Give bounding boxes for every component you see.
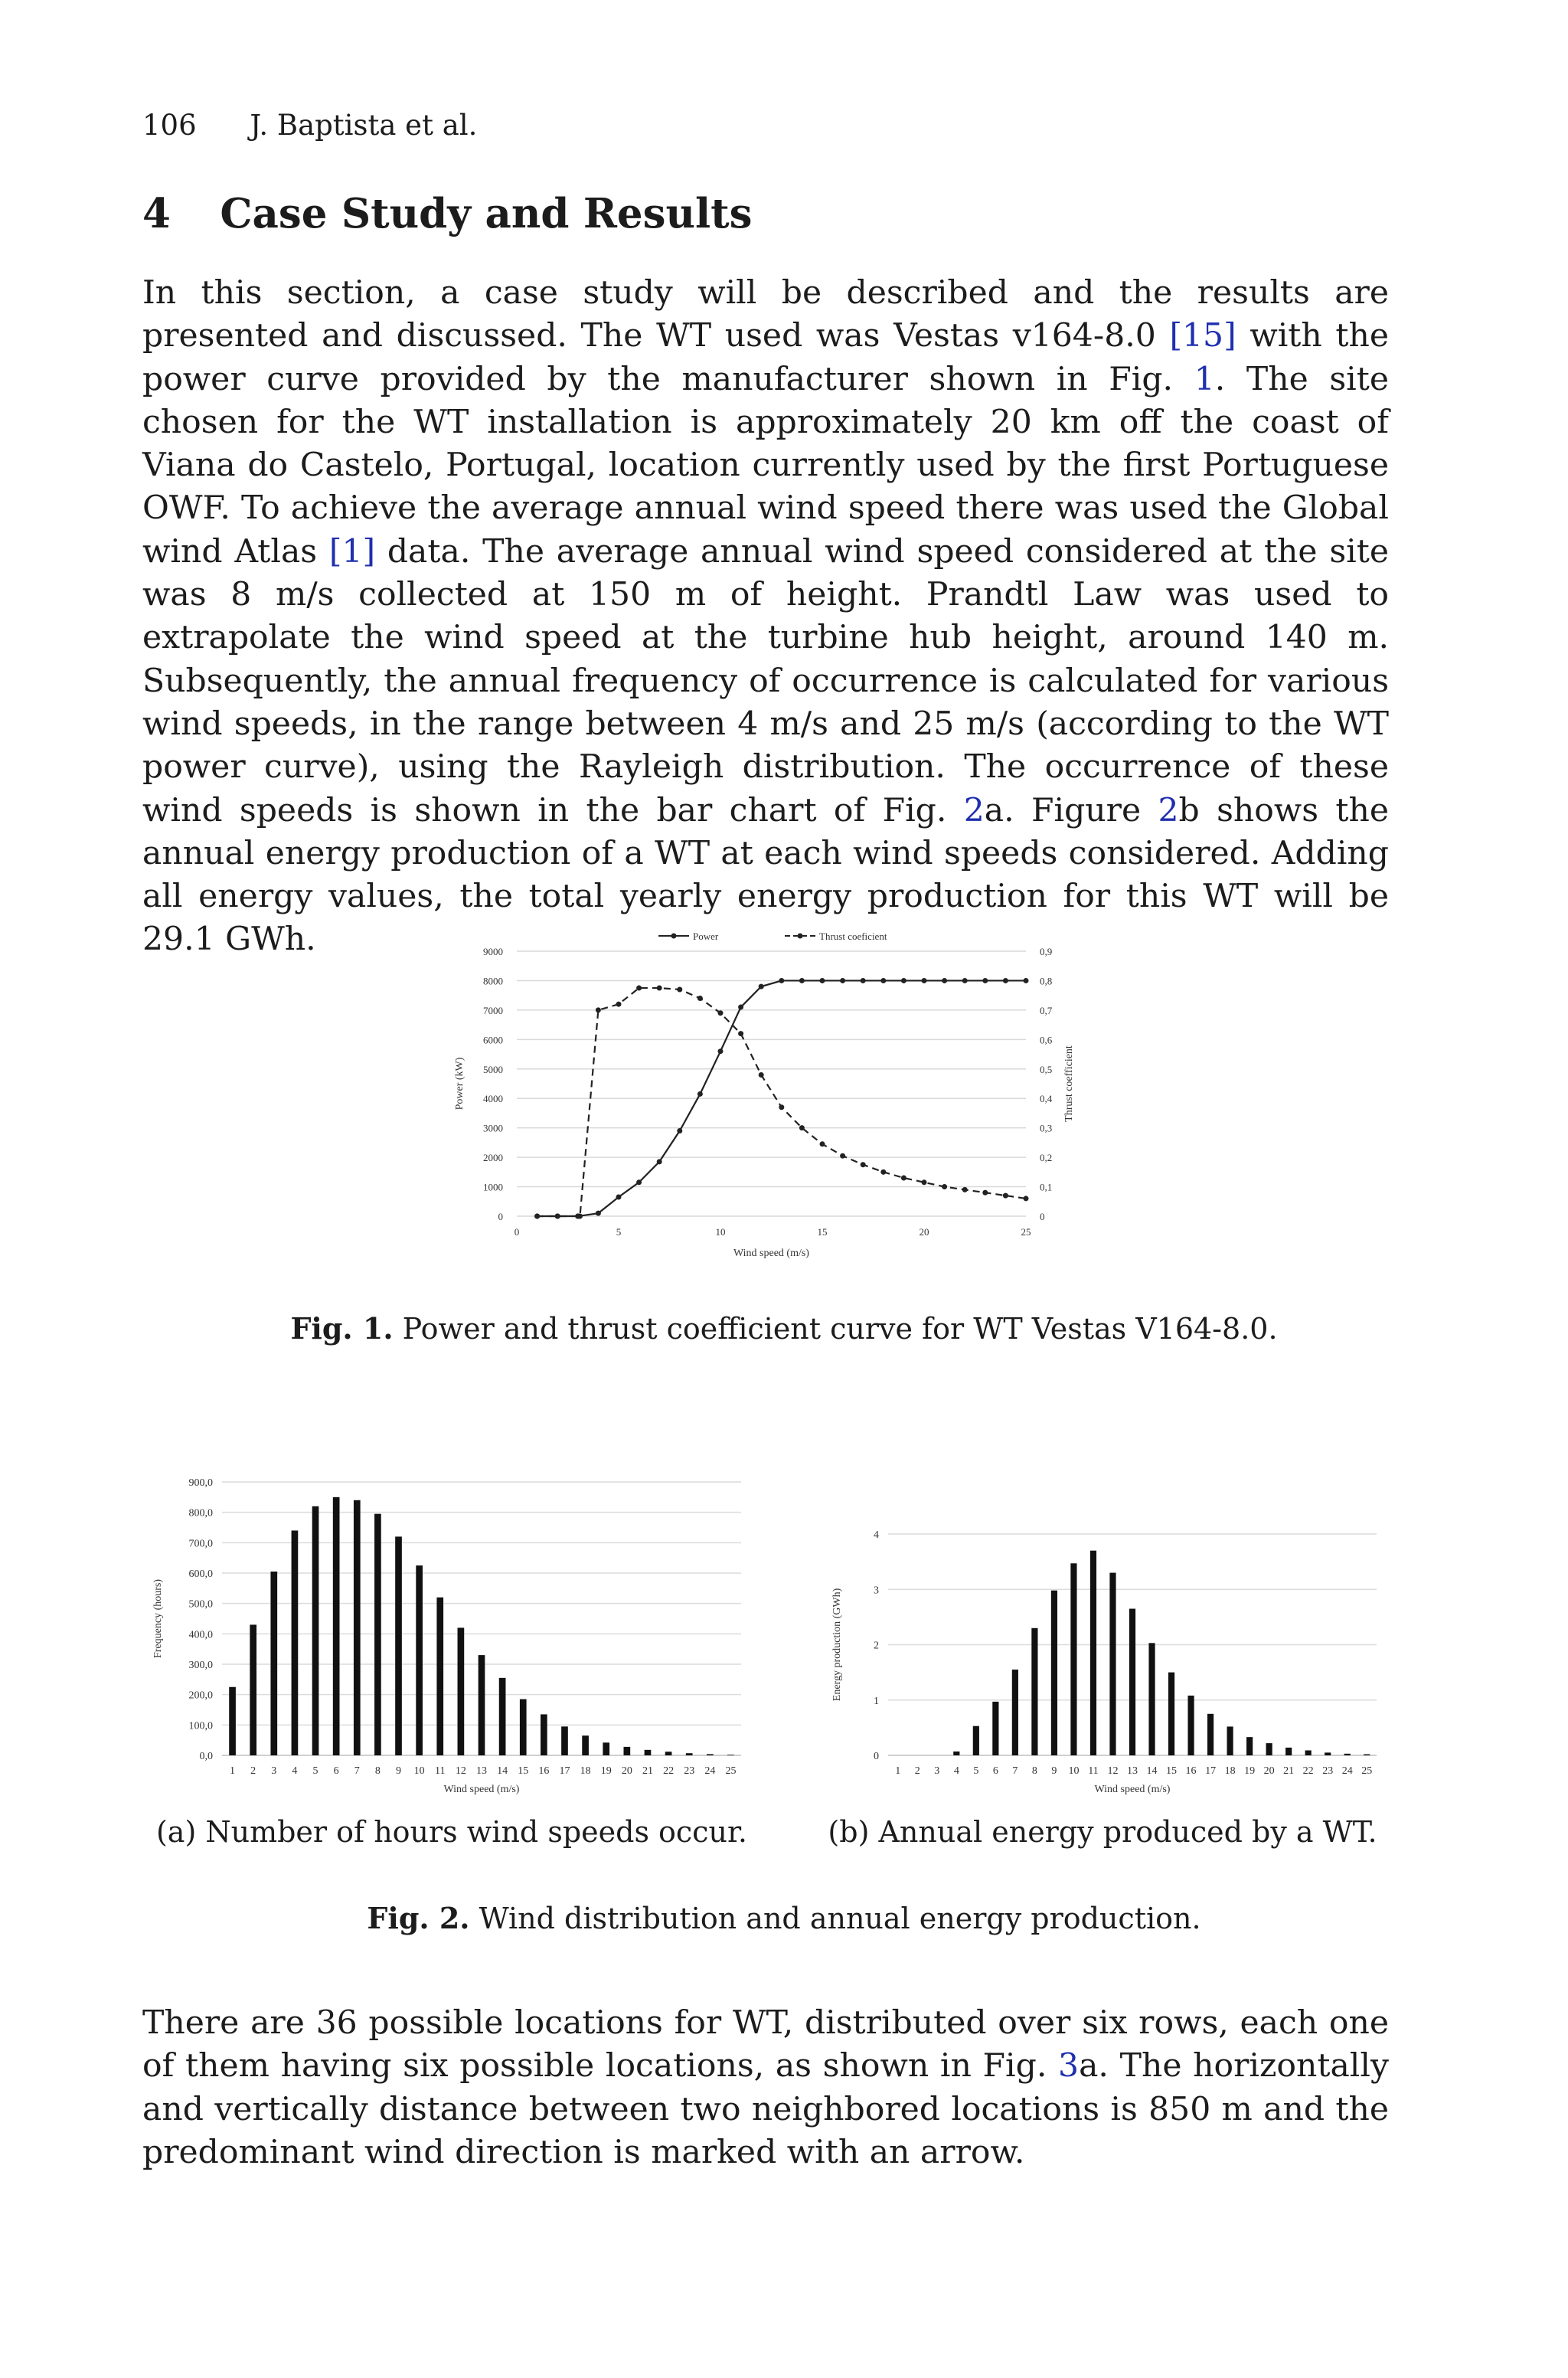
x-tick-label: 14 [1146, 1765, 1158, 1777]
bar [665, 1752, 672, 1755]
x-tick-label: 21 [642, 1765, 653, 1777]
data-point [840, 978, 845, 983]
x-tick-label: 10 [715, 1226, 726, 1238]
bar [1285, 1748, 1292, 1755]
y-tick-label: 4000 [483, 1093, 503, 1105]
data-point [1024, 1196, 1029, 1201]
paragraph-text: a. The horizontally and vertically distance between two neighbored locations is 850 m and the predominant wind direction is marked with an arrow. [142, 2047, 1389, 2171]
x-tick-label: 22 [1302, 1765, 1314, 1777]
cross-reference-link[interactable]: 1 [1194, 360, 1215, 398]
y-tick-label: 8000 [483, 975, 503, 987]
bar [1207, 1714, 1214, 1755]
x-tick-label: 11 [1088, 1765, 1099, 1777]
y-tick-label: 100,0 [188, 1720, 213, 1732]
cross-reference-link[interactable]: 2 [963, 791, 985, 829]
fig1-caption-text: Power and thrust coefficient curve for WT Vestas V164-8.0. [402, 1312, 1278, 1346]
x-tick-label: 8 [1031, 1765, 1037, 1777]
y-tick-label: 500,0 [188, 1598, 213, 1611]
x-axis-label: Wind speed (m/s) [443, 1784, 520, 1795]
y-tick-label: 2 [874, 1640, 879, 1652]
x-tick-label: 22 [663, 1765, 675, 1777]
paragraph-text: b shows the annual energy production of a WT at each wind speeds considered. Adding all energy values, the total yearly energy production for this WT will be 29.1 GWh. [142, 791, 1389, 959]
x-tick-label: 1 [230, 1765, 236, 1777]
section-number: 4 [142, 190, 171, 237]
bar [1305, 1750, 1312, 1755]
running-authors: J. Baptista et al. [250, 109, 478, 142]
x-tick-label: 23 [684, 1765, 695, 1777]
paragraph-text: with the power curve provided by the manufacturer shown in Fig. [142, 317, 1389, 398]
bar [707, 1754, 714, 1755]
bar [624, 1747, 631, 1755]
y-tick-label: 6000 [483, 1034, 503, 1046]
data-point [982, 1190, 988, 1196]
fig1-caption [0, 1311, 1568, 1346]
y2-tick-label: 0,5 [1040, 1063, 1053, 1075]
data-point [697, 996, 703, 1001]
section-title: Case Study and Results [220, 190, 753, 237]
bar [1187, 1696, 1194, 1755]
fig1-chart [429, 927, 1118, 1271]
x-tick-label: 3 [934, 1765, 940, 1777]
y-axis-label: Frequency (hours) [152, 1578, 164, 1659]
y-tick-label: 600,0 [188, 1568, 213, 1580]
paragraph-intro [142, 272, 1389, 962]
data-point [697, 1091, 703, 1097]
fig2b-subcaption: (b) Annual energy produced by a WT. [828, 1815, 1377, 1849]
x-tick-label: 1 [895, 1765, 901, 1777]
x-tick-label: 25 [725, 1765, 737, 1777]
y2-tick-label: 0,1 [1040, 1181, 1053, 1193]
bar [686, 1753, 693, 1755]
x-tick-label: 20 [1263, 1765, 1275, 1777]
cross-reference-link[interactable]: [15] [1169, 317, 1236, 355]
bar [312, 1506, 319, 1755]
y2-tick-label: 0,6 [1040, 1034, 1053, 1046]
paragraph-text: There are 36 possible locations for WT, distributed over six rows, each one of them having six possible locations, as shown in Fig. [142, 2004, 1389, 2085]
bar [603, 1742, 609, 1755]
y-tick-label: 1 [874, 1695, 879, 1707]
x-tick-label: 16 [1185, 1765, 1197, 1777]
legend-label: Power [693, 931, 719, 942]
data-point [738, 1005, 743, 1010]
bar [1051, 1591, 1057, 1755]
x-tick-label: 5 [616, 1226, 622, 1238]
y-tick-label: 5000 [483, 1063, 503, 1075]
bar [953, 1752, 959, 1755]
x-tick-label: 18 [580, 1765, 591, 1777]
data-point [840, 1153, 845, 1159]
bar [229, 1687, 236, 1755]
x-tick-label: 19 [600, 1765, 612, 1777]
paragraph-text: . The site chosen for the WT installation is approximately 20 km off the coast of Viana do Castelo, Portugal, location currently used by the first Portuguese OWF. To achieve the average annual wind speed there was used the Global wind Atlas [142, 360, 1389, 571]
data-point [799, 978, 805, 983]
data-point [677, 1128, 682, 1133]
bar [354, 1500, 361, 1755]
fig1-label: Fig. 1. [290, 1311, 394, 1346]
paragraph-text: data. The average annual wind speed considered at the site was 8 m/s collected at 150 m of height. Prandtl Law was used to extrapolate the wind speed at the turbine hub height, around 140 m. Subsequently, the annual frequency of occurrence is calculated for various wind speeds, in the range between 4 m/s and 25 m/s (according to the WT power curve), using the Rayleigh distribution. The occurrence of these wind speeds is shown in the bar chart of Fig. [142, 532, 1389, 829]
y2-tick-label: 0,7 [1040, 1004, 1053, 1016]
x-tick-label: 15 [518, 1765, 529, 1777]
x-tick-label: 12 [455, 1765, 466, 1777]
data-point [1003, 978, 1008, 983]
data-point [616, 1195, 622, 1200]
bar [292, 1530, 299, 1755]
fig2-caption [0, 1901, 1568, 1935]
x-tick-label: 18 [1224, 1765, 1236, 1777]
data-point [901, 978, 906, 983]
y-tick-label: 700,0 [188, 1538, 213, 1550]
x-tick-label: 5 [312, 1765, 318, 1777]
y-tick-label: 800,0 [188, 1507, 213, 1519]
bar [395, 1536, 402, 1755]
bar [1325, 1752, 1331, 1755]
y-tick-label: 0,0 [199, 1751, 213, 1762]
data-point [982, 978, 988, 983]
y2-tick-label: 0,2 [1040, 1152, 1053, 1164]
data-point [922, 1179, 927, 1185]
y-tick-label: 3 [874, 1585, 879, 1597]
page-number: 106 [142, 109, 197, 142]
cross-reference-link[interactable]: 2 [1158, 791, 1179, 829]
bar [1129, 1609, 1135, 1755]
x-tick-label: 6 [333, 1765, 339, 1777]
data-point [738, 1031, 743, 1036]
running-head [142, 109, 477, 142]
data-point [1003, 1193, 1008, 1199]
data-point [820, 1141, 825, 1146]
data-point [718, 1048, 724, 1054]
data-point [759, 984, 764, 989]
bar [479, 1655, 485, 1755]
bar [1031, 1628, 1037, 1755]
data-point [779, 978, 784, 983]
x-tick-label: 11 [435, 1765, 446, 1777]
data-point [534, 1214, 540, 1219]
data-point [759, 1072, 764, 1078]
data-point [616, 1002, 622, 1007]
x-tick-label: 2 [914, 1765, 920, 1777]
series-line-1 [537, 988, 1026, 1216]
bar [520, 1699, 527, 1755]
data-point [657, 986, 662, 991]
bar [561, 1726, 568, 1755]
x-tick-label: 7 [1012, 1765, 1018, 1777]
x-tick-label: 2 [250, 1765, 256, 1777]
data-point [922, 978, 927, 983]
cross-reference-link[interactable]: 3 [1058, 2047, 1080, 2085]
bar [416, 1565, 423, 1755]
legend-marker [671, 934, 677, 939]
data-point [577, 1214, 583, 1219]
paragraph-locations [142, 2002, 1389, 2174]
y-axis-label: Power (kW) [454, 1057, 466, 1110]
x-tick-label: 4 [953, 1765, 959, 1777]
bar [1266, 1743, 1272, 1755]
x-tick-label: 17 [559, 1765, 570, 1777]
x-tick-label: 10 [413, 1765, 425, 1777]
bar [436, 1598, 443, 1755]
data-point [596, 1211, 601, 1216]
data-point [677, 986, 682, 992]
bar [1246, 1737, 1253, 1755]
x-tick-label: 25 [1021, 1226, 1031, 1238]
x-tick-label: 21 [1283, 1765, 1295, 1777]
data-point [962, 978, 968, 983]
legend-marker [798, 934, 803, 939]
bar [1344, 1754, 1351, 1755]
bar [1227, 1726, 1233, 1755]
bar [1012, 1670, 1018, 1755]
x-tick-label: 24 [1341, 1765, 1353, 1777]
y-tick-label: 2000 [483, 1152, 503, 1164]
y-tick-label: 1000 [483, 1181, 503, 1193]
x-axis-label: Wind speed (m/s) [1094, 1784, 1171, 1795]
y2-tick-label: 0,4 [1040, 1093, 1053, 1105]
data-point [861, 1162, 866, 1167]
x-tick-label: 20 [919, 1226, 929, 1238]
data-point [799, 1125, 805, 1130]
data-point [636, 1179, 642, 1185]
paragraph-text: a. Figure [984, 791, 1158, 829]
fig2-caption-text: Wind distribution and annual energy production. [479, 1902, 1201, 1935]
y2-tick-label: 0,8 [1040, 975, 1053, 987]
bar [582, 1735, 589, 1755]
y-tick-label: 900,0 [188, 1477, 213, 1489]
data-point [880, 978, 886, 983]
x-tick-label: 15 [1166, 1765, 1178, 1777]
x-tick-label: 5 [973, 1765, 979, 1777]
x-tick-label: 19 [1244, 1765, 1256, 1777]
bar [458, 1627, 465, 1755]
legend-label: Thrust coeficient [819, 931, 887, 942]
x-tick-label: 15 [817, 1226, 828, 1238]
bar [333, 1497, 340, 1755]
data-point [861, 978, 866, 983]
x-tick-label: 8 [374, 1765, 381, 1777]
data-point [1024, 978, 1029, 983]
x-tick-label: 24 [704, 1765, 716, 1777]
bar [1090, 1551, 1096, 1755]
paragraph-text: In this section, a case study will be described and the results are presented and discussed. The WT used was Vestas v164-8.0 [142, 274, 1389, 355]
bar [973, 1726, 979, 1755]
cross-reference-link[interactable]: [1] [328, 532, 376, 571]
bar [645, 1750, 652, 1755]
section-heading [142, 190, 752, 237]
fig2a-chart [145, 1467, 758, 1804]
data-point [942, 1184, 947, 1189]
bar [541, 1714, 547, 1755]
fig2-label: Fig. 2. [367, 1901, 470, 1935]
x-axis-label: Wind speed (m/s) [733, 1248, 809, 1259]
y-tick-label: 200,0 [188, 1689, 213, 1702]
bar [1168, 1673, 1174, 1755]
bar [1148, 1643, 1155, 1755]
x-tick-label: 4 [292, 1765, 298, 1777]
x-tick-label: 13 [476, 1765, 487, 1777]
data-point [657, 1159, 662, 1164]
x-tick-label: 25 [1361, 1765, 1373, 1777]
y2-tick-label: 0,3 [1040, 1122, 1053, 1134]
data-point [636, 986, 642, 991]
x-tick-label: 16 [538, 1765, 550, 1777]
data-point [820, 978, 825, 983]
bar [270, 1572, 277, 1755]
x-tick-label: 14 [497, 1765, 508, 1777]
data-point [555, 1214, 560, 1219]
bar [250, 1624, 256, 1755]
x-tick-label: 17 [1205, 1765, 1217, 1777]
data-point [880, 1169, 886, 1175]
y-tick-label: 0 [498, 1211, 503, 1222]
x-tick-label: 7 [354, 1765, 360, 1777]
x-tick-label: 23 [1322, 1765, 1334, 1777]
x-tick-label: 6 [992, 1765, 998, 1777]
x-tick-label: 9 [396, 1765, 402, 1777]
bar [1070, 1563, 1076, 1755]
bar [992, 1702, 998, 1755]
y-axis-label: Energy production (GWh) [831, 1588, 843, 1702]
y-tick-label: 0 [874, 1751, 879, 1762]
data-point [779, 1104, 784, 1110]
bar [1109, 1573, 1116, 1755]
y-tick-label: 400,0 [188, 1629, 213, 1641]
y-tick-label: 9000 [483, 946, 503, 957]
data-point [718, 1010, 724, 1016]
x-tick-label: 20 [621, 1765, 632, 1777]
x-tick-label: 13 [1127, 1765, 1138, 1777]
bar [499, 1678, 506, 1755]
bar [374, 1514, 381, 1755]
y-tick-label: 300,0 [188, 1660, 213, 1671]
fig2a-subcaption: (a) Number of hours wind speeds occur. [155, 1815, 748, 1849]
x-tick-label: 0 [514, 1226, 520, 1238]
data-point [962, 1187, 968, 1192]
y2-axis-label: Thrust coefficient [1063, 1045, 1075, 1122]
x-tick-label: 12 [1107, 1765, 1119, 1777]
y-tick-label: 3000 [483, 1122, 503, 1134]
y2-tick-label: 0 [1040, 1211, 1045, 1222]
data-point [942, 978, 947, 983]
y-tick-label: 4 [874, 1529, 879, 1541]
fig2b-chart [819, 1513, 1386, 1804]
x-tick-label: 9 [1051, 1765, 1057, 1777]
y2-tick-label: 0,9 [1040, 946, 1053, 957]
y-tick-label: 7000 [483, 1004, 503, 1016]
data-point [901, 1176, 906, 1181]
data-point [596, 1007, 601, 1012]
x-tick-label: 3 [271, 1765, 277, 1777]
x-tick-label: 10 [1068, 1765, 1080, 1777]
